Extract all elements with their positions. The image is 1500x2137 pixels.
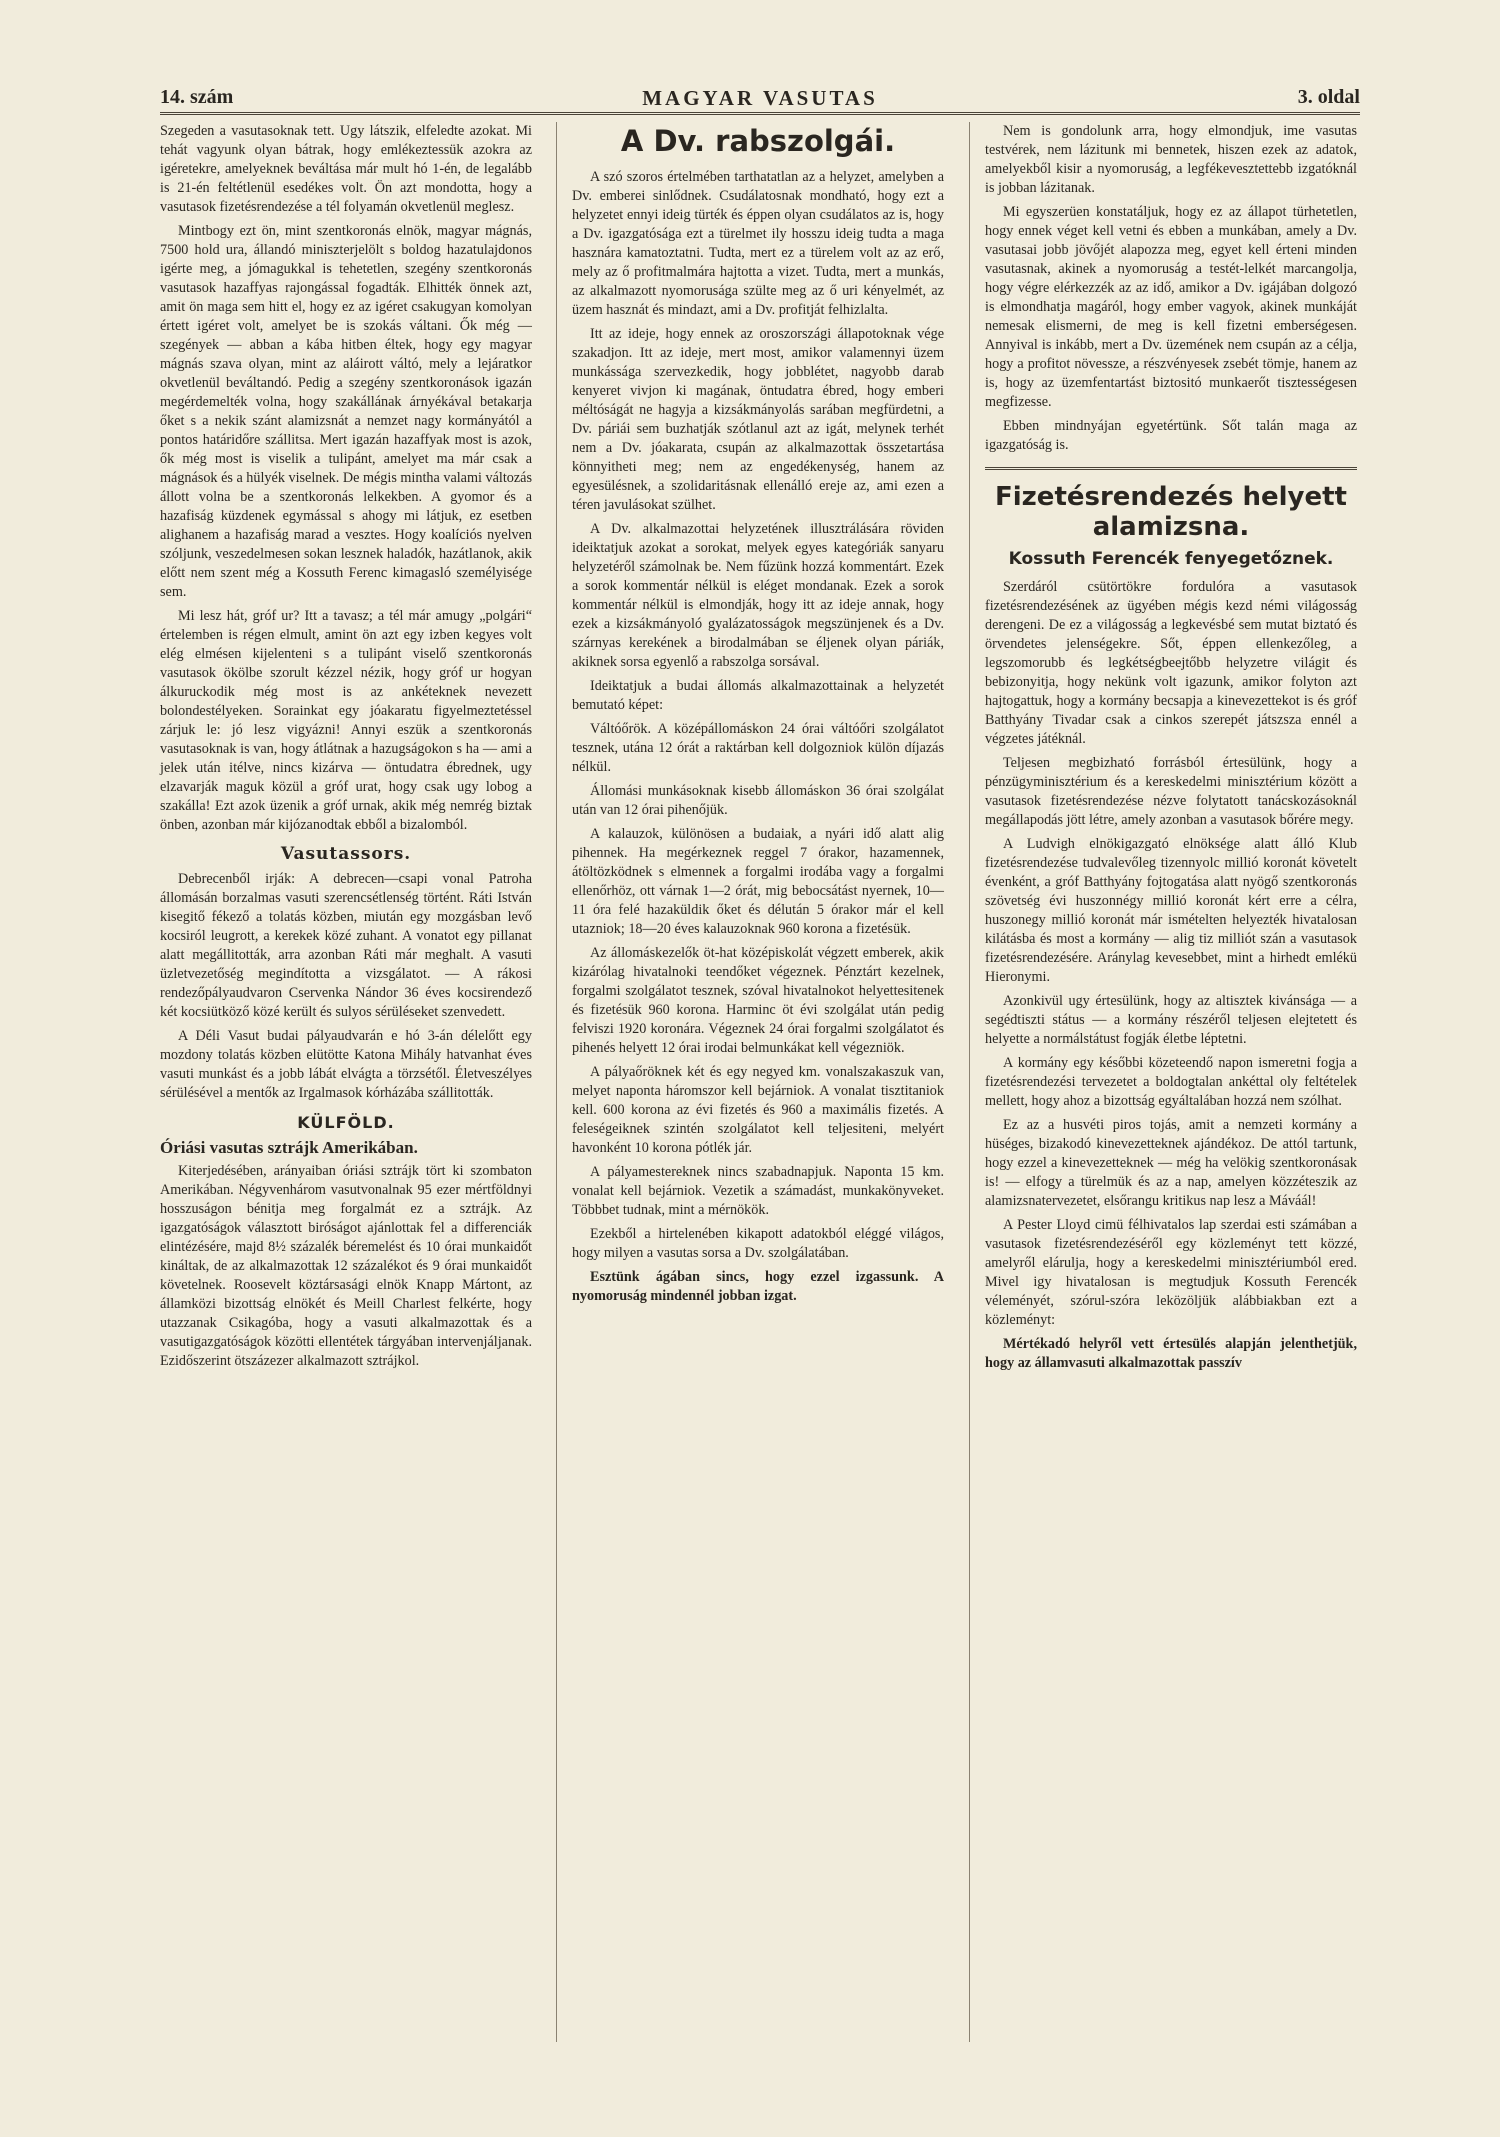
article-paragraph: A szó szoros értelmében tarthatatlan az a helyzet, amelyben a Dv. emberei sinlődnek. Csudálatosnak mondható, hogy ezt a helyzetet ennyi ideig türték és éppen olyan csudálatos az is, hogy a Dv. igazgatósága ezt a türelmet ily hosszu ideig tudta a maga hasznára kamatoztatni. Tudta, mert ez a türelem volt az az erő, mely az ő profitmalmára hajtotta a vizet. Tudta, mert a munkás, az alkalmazott nyomorusága szülte meg az ő uri kényelmét, az üzem hasznát és mindazt, ami a Dv. profitját felhizlalta. (572, 169, 944, 318)
column-right (985, 122, 1357, 1378)
article-paragraph: Mintbogy ezt ön, mint szentkoronás elnök, magyar mágnás, 7500 hold ura, állandó miniszterjelölt s boldog hazatulajdonos igérte meg, a jómagukkal is tehetetlen, szegény szentkoronás vasutasok hazaffyas rajongással fogadták. Elhitték önnek azt, amit ön maga sem hitt el, hogy ez az igéret csakugyan komolyan értett igéret volt, amelyet be is szokás váltani. Ők még — szegények — abban a kába hitben éltek, hogy egy magyar mágnás szava olyan, mint az aláirott váltó, mely a lejáratkor okvetlenül beváltandó. Pedig a szegény szentkoronások igazán megérdemelték volna, hogy szakállának árnyékával betakarja őket s a nekik szánt alamizsnát a nemzet nagy kormányától a pontos határidőre szállitsa. Mert igazán hazaffyak most is azok, ők még most is viselik a tulipánt, amelyet ma már csak a mágnások és a hülyék viselnek. De mégis mintha valami változás állott volna be a szentkoronás lelkekben. A gyomor és a hazafiság küzdenek egymással s ahogy mi látjuk, ez esetben alighanem a hazafiság marad a vesztes. Hogy koalíciós nyelven szóljunk, veszedelmesen sokan lesznek haladók, hazátlanok, akik előtt nem szent még a Kossuth Ferenc kimagasló személyisége sem. (160, 223, 532, 600)
issue-number: 14. szám (160, 86, 234, 108)
article-paragraph: Ideiktatjuk a budai állomás alkalmazottainak a helyzetét bemutató képet: (572, 678, 944, 713)
column-divider (969, 122, 970, 2042)
section-divider (985, 467, 1357, 470)
page-number: 3. oldal (1297, 86, 1360, 108)
section-heading-kulfold: KÜLFÖLD. (297, 1113, 395, 1132)
article-paragraph: A Dv. alkalmazottai helyzetének illusztrálására röviden ideiktatjuk azokat a sorokat, melyek egyes kategóriák sanyaru helyzetéről számolnak be. Nem fűzünk hozzá kommentárt. Ezek a sorok kommentár nélkül is eléget mondanak. Ezek a sorok kommentár nélkül is elmondják, hogy itt az ideje annak, hogy ezek a kizsákmányoló gyalázatosságok megszünjenek és a Dv. szárnyas kerekének a birodalmában se éljenek olyan páriák, akiknek sorsa egyenlő a rabszolga sorsával. (572, 521, 944, 670)
article-paragraph: Azonkivül ugy értesülünk, hogy az altisztek kivánsága — a segédtiszti státus — a kormány részéről teljesen elejtetett és helyette a normálstátust fogják életbe léptetni. (985, 993, 1357, 1047)
article-paragraph: A kalauzok, különösen a budaiak, a nyári idő alatt alig pihennek. Ha megérkeznek reggel 7 órakor, hazamennek, átöltözködnek s elmennek a forgalmi irodába vagy a forgalmi ellenőrhöz, ott várnak 1—2 órát, mig bebocsátást nyernek, 10—11 óra felé hazaküldik őket és délután 5 órakor már el kell utazniok; 18—20 éves kalauzoknak 960 korona a fizetésük. (572, 826, 944, 937)
article-paragraph-closing: Esztünk ágában sincs, hogy ezzel izgassunk. A nyomoruság mindennél jobban izgat. (572, 1269, 944, 1304)
article-paragraph: Ezekből a hirtelenében kikapott adatokból eléggé világos, hogy milyen a vasutas sorsa a Dv. szolgálatában. (572, 1226, 944, 1261)
article-paragraph-quote: Mértékadó helyről vett értesülés alapján jelenthetjük, hogy az államvasuti alkalmazottak passzív (985, 1336, 1357, 1371)
section-heading-vasutassors: Vasutassors. (280, 844, 412, 864)
column-left (160, 122, 532, 1376)
newspaper-title: MAGYAR VASUTAS (642, 86, 878, 110)
article-paragraph: Kiterjedésében, arányaiban óriási sztrájk tört ki szombaton Amerikában. Négyvenhárom vasutvonalnak 95 ezer mértföldnyi hosszuságon bénitja meg forgalmát ez a sztrájk. Az igazgatóságok választott biróságot ajánlottak fel a differenciák elintézésére, majd 8½ százalék béremelést és 10 órai munkaidőt kináltak, de az alkalmazottak 12 százalékot és 9 órai munkaidőt követelnek. Roosevelt köztársasági elnök Knapp Mártont, az államközi bizottság elnökét és Meill Charlest felkérte, hogy utazzanak Csikagóba, hogy a vasuti alkalmazottak és a vasutigazgatóságok közötti ellentétek tárgyában intervenjáljanak. Ezidőszerint ötszázezer alkalmazott sztrájkol. (160, 1163, 532, 1369)
column-divider (556, 122, 557, 2042)
article-paragraph: Debrecenből irják: A debrecen—csapi vonal Patroha állomásán borzalmas vasuti szerencsétlenség történt. Ráti István kisegitő fékező a tolatás közben, miután egy mozgásban levő kocsiról leugrott, a kerekek közé zuhant. A vonatot egy pillanat alatt megállitották, arra azonban Ráti már meghalt. A vasuti üzletvezetőség megindította a vizsgálatot. — A rákosi rendezőpályaudvaron Cservenka Nándor 36 éves kocsirendező két kocsiütköző közé került és sulyos sérüléseket szenvedett. (160, 871, 532, 1020)
column-middle (572, 122, 944, 1311)
article-paragraph: Nem is gondolunk arra, hogy elmondjuk, ime vasutas testvérek, nem lázitunk mi bennetek, hiszen ezek az adatok, amelyekből kisir a nyomoruság, a legfékevesztettebb izgatóknál is jobban lázitanak. (985, 123, 1357, 196)
article-paragraph: A Déli Vasut budai pályaudvarán e hó 3-án délelőtt egy mozdony tolatás közben elütötte Katona Mihály hatvanhat éves vasuti munkást és a jobb lábát elvágta a törzsétől. Életveszélyes sérülésével a mentők az Irgalmasok kórházába szállitották. (160, 1028, 532, 1101)
article-paragraph: Az állomáskezelők öt-hat középiskolát végzett emberek, akik kizárólag hivatalnoki teendőket végeznek. Pénztárt kezelnek, forgalmi szolgálatot tesznek, szóval hivatalnokot helyettesitenek és fizetésük 960 korona. Harminc öt évi szolgálat után pedig felviszi 1920 koronára. Végeznek 24 órai forgalmi szolgálatot és pihenés helyett 12 órai irodai belmunkákat kell végezniök. (572, 945, 944, 1056)
article-paragraph: A kormány egy későbbi közeteendő napon ismeretni fogja a fizetésrendezési tervezetet a boldogtalan ankéttal oly feltételek mellett, hogy ahoz a bizottság egyáltalában hozzá nem szólhat. (985, 1055, 1357, 1109)
article-paragraph: Ez az a husvéti piros tojás, amit a nemzeti kormány a hüséges, bizakodó kinevezetteknek ajándékoz. De attól tartunk, hogy ezzel a kinevezetteknek — még ha velökig szentkoronásak is! — elfogy a türelmük és az a nap, amelyen közzéteszik az alamizsnatervezetet, elsőrangu kritikus nap lesz a Máváál! (985, 1117, 1357, 1209)
article-title-fizetesrendezes: Fizetésrendezés helyett alamizsna. (995, 482, 1347, 542)
article-paragraph: A Pester Lloyd cimü félhivatalos lap szerdai esti számában a vasutasok fizetésrendezéséről egy közleményt tett közzé, amelyről elárulja, hogy a kereskedelmi minisztériumból ered. Mivel igy hivatalosan is megtudjuk Kossuth Ferencék véleményét, szórul-szóra leközöljük alábbiakban ezt a közleményt: (985, 1217, 1357, 1328)
article-paragraph: Itt az ideje, hogy ennek az oroszországi állapotoknak vége szakadjon. Itt az ideje, mert most, amikor valamennyi üzem munkássága szervezkedik, hogy jobblétet, nagyobb darab kenyeret vivjon ki magának, öntudatra ébred, hogy emberi méltóságát ne hagyja a kizsákmányolás sarában megfürdetni, a Dv. páriái sem buzhatják szótlanul azt az igát, melynek terhét nem a Dv. jóakarata, csupán az alkalmazottak összetartása könnyitheti meg; nem az engedékenység, hanem az egyesülésnek, a szolidaritásnak ellenálló ereje az, ami ezen a téren javulásokat szülhet. (572, 326, 944, 513)
article-headline-strike: Óriási vasutas sztrájk Amerikában. (160, 1138, 418, 1157)
page-header (160, 82, 1360, 115)
article-paragraph: Váltóőrök. A középállomáskon 24 órai váltóőri szolgálatot tesznek, utána 12 órát a raktárban kell dolgozniok külön díjazás nélkül. (572, 721, 944, 775)
article-title-dv-rabszolgai: A Dv. rabszolgái. (620, 124, 896, 158)
article-paragraph: Mi egyszerüen konstatáljuk, hogy ez az állapot türhetetlen, hogy ennek véget kell vetni és ebben a munkában, amely a Dv. vasutasai jobb jövőjét alapozza meg, egyet kell érteni minden vasutasnak, akinek a nyomoruság a testét-lelkét marcangolja, hogy végre elérkezzék az az idő, amikor a Dv. igájában dolgozó is elmondhatja magáról, hogy ember vagyok, akinek munkáját nemesak elismerni, de meg is kell fizetni emberségesen. Annyival is inkább, mert a Dv. üzemének nem csupán az a célja, hogy a profitot növessze, a részvényesek zsebét tömje, hanem az is, hogy az üzemfentartást biztositó munkaerőt tisztességesen megfizesse. (985, 204, 1357, 410)
article-paragraph: A pályamestereknek nincs szabadnapjuk. Naponta 15 km. vonalat kell bejárniok. Vezetik a számadást, munkakönyveket. Többbet tudnak, mint a mérnökök. (572, 1164, 944, 1218)
article-paragraph: Szerdáról csütörtökre fordulóra a vasutasok fizetésrendezésének az ügyében mégis kezd némi világosság derengeni. De ez a világosság a legkevésbé sem mutat biztató és örvendetes jelenségekre. Sőt, éppen ellenkezőleg, a legszomorubb és legkétségbeejtőbb helyzetre világit és bebizonyitja, hogy nekünk volt igazunk, amikor folyton azt hajtogattuk, hogy a kormány becsapja a kinevezettekot is és gróf Batthyány Tivadar csak a cinkos szerepét játszsza ennél a végzetes játéknál. (985, 579, 1357, 747)
article-paragraph: A Ludvigh elnökigazgató elnöksége alatt álló Klub fizetésrendezése tudvalevőleg tizennyolc millió koronát követelt évenként, a gróf Batthyány fojtogatása alatt nyögő szentkoronás szövetség évi huszonnégy millió koronát kért erre a célra, huszonegy millió koronát már ismételten helyezték hivatalosan kilátásba és most a kormány — alig tiz milliót szán a vasutasok fizetésrendezésére. Aránylag kevesebbet, mint a hirhedt emlékü Hieronymi. (985, 836, 1357, 985)
article-paragraph: Szegeden a vasutasoknak tett. Ugy látszik, elfeledte azokat. Mi tehát vagyunk olyan bátrak, hogy emlékeztessük azokra az igéretekre, amelyeknek beváltása már mult hó 1-én, de legalább is 21-én feltétlenül esedékes volt. Ön azt mondotta, hogy a vasutasok fizetésrendezése a tél folyamán okvetlenül meglesz. (160, 123, 532, 215)
article-paragraph: Teljesen megbizható forrásból értesülünk, hogy a pénzügyminisztérium és a kereskedelmi minisztérium között a vasutasok fizetésrendezése nézve folytatott tanácskozásoknál megállapodás jött létre, amely azonban a vasutasok bőrére megy. (985, 755, 1357, 828)
article-paragraph: Állomási munkásoknak kisebb állomáskon 36 órai szolgálat után van 12 órai pihenőjük. (572, 783, 944, 818)
article-paragraph: A pályaőröknek két és egy negyed km. vonalszakaszuk van, melyet naponta háromszor kell bejárniok. A vonalat tisztitaniok kell. 600 korona az évi fizetés és 960 a maximális fizetés. A feleségeiknek szintén szolgálatot kell teljesiteni, melyért havonként 10 korona pótlék jár. (572, 1064, 944, 1156)
article-paragraph: Mi lesz hát, gróf ur? Itt a tavasz; a tél már amugy „polgári“ értelemben is régen elmult, amint ön azt egy izben kegyes volt elég elmésen kijelenteni s a tulipánt viselő szentkoronás vasutasok ökölbe szorult kézzel nézik, hogy gróf ur hogyan álkuruckodik még most is az ankéteknek nevezett bolondestélyeken. Sorainkat egy jóakaratu figyelmeztetéssel zárjuk le: jó lesz vigyázni! Annyi eszük a szentkoronás vasutasoknak is van, hogy átlátnak a hazugságokon s ha — ami a jelek után itélve, nincs kizárva — öntudatra ébrednek, ugy elzavarják maguk közül a gróf urat, hogy csak ugy lobog a szakálla! Ezt azok üzenik a gróf urnak, akik még nemrég biztak önben, azonban már kijózanodtak ebből a bizalomból. (160, 608, 532, 833)
article-paragraph: Ebben mindnyájan egyetértünk. Sőt talán maga az igazgatóság is. (985, 418, 1357, 453)
article-subtitle: Kossuth Ferencék fenyegetőznek. (1008, 549, 1334, 569)
